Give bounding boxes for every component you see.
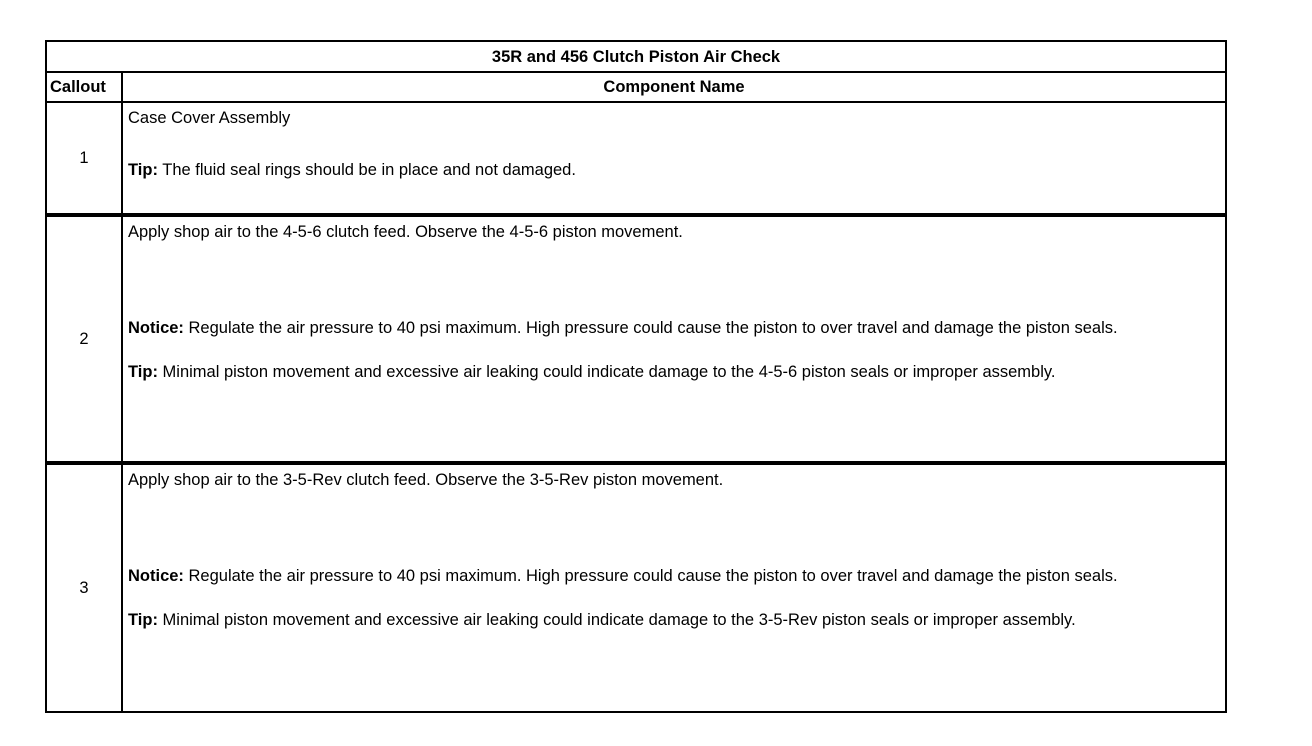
tip-paragraph [128,609,1219,631]
callout-column-header: Callout [46,72,122,102]
instruction-text: Apply shop air to the 3-5-Rev clutch feed. Observe the 3-5-Rev piston movement. [128,471,724,489]
component-description [122,463,1226,712]
table-title: 35R and 456 Clutch Piston Air Check [46,41,1226,72]
notice-paragraph [128,317,1219,339]
notice-label: Notice: [128,319,184,337]
table-row [46,463,1226,712]
table-row [46,215,1226,463]
component-name-text: Case Cover Assembly [128,109,291,127]
tip-text: The fluid seal rings should be in place and not damaged. [157,161,576,179]
tip-text: Minimal piston movement and excessive air leaking could indicate damage to the 4-5-6 piston seals or improper assembly. [157,363,1056,381]
notice-paragraph [128,565,1219,587]
table-header-row [46,72,1226,102]
notice-text: Regulate the air pressure to 40 psi maximum. High pressure could cause the piston to over travel and damage the piston seals. [183,567,1118,585]
notice-text: Regulate the air pressure to 40 psi maximum. High pressure could cause the piston to over travel and damage the piston seals. [183,319,1118,337]
tip-label: Tip: [128,611,158,629]
tip-text: Minimal piston movement and excessive air leaking could indicate damage to the 3-5-Rev piston seals or improper assembly. [157,611,1076,629]
table-title-row [46,41,1226,72]
clutch-piston-air-check-table [45,40,1227,713]
tip-label: Tip: [128,161,158,179]
tip-label: Tip: [128,363,158,381]
tip-paragraph [128,361,1219,383]
component-name-column-header: Component Name [122,72,1226,102]
table-row [46,102,1226,215]
notice-label: Notice: [128,567,184,585]
callout-number: 3 [46,463,122,712]
component-description [122,102,1226,215]
callout-number: 2 [46,215,122,463]
callout-number: 1 [46,102,122,215]
instruction-text: Apply shop air to the 4-5-6 clutch feed. Observe the 4-5-6 piston movement. [128,223,683,241]
component-description [122,215,1226,463]
tip-paragraph [128,159,1219,181]
